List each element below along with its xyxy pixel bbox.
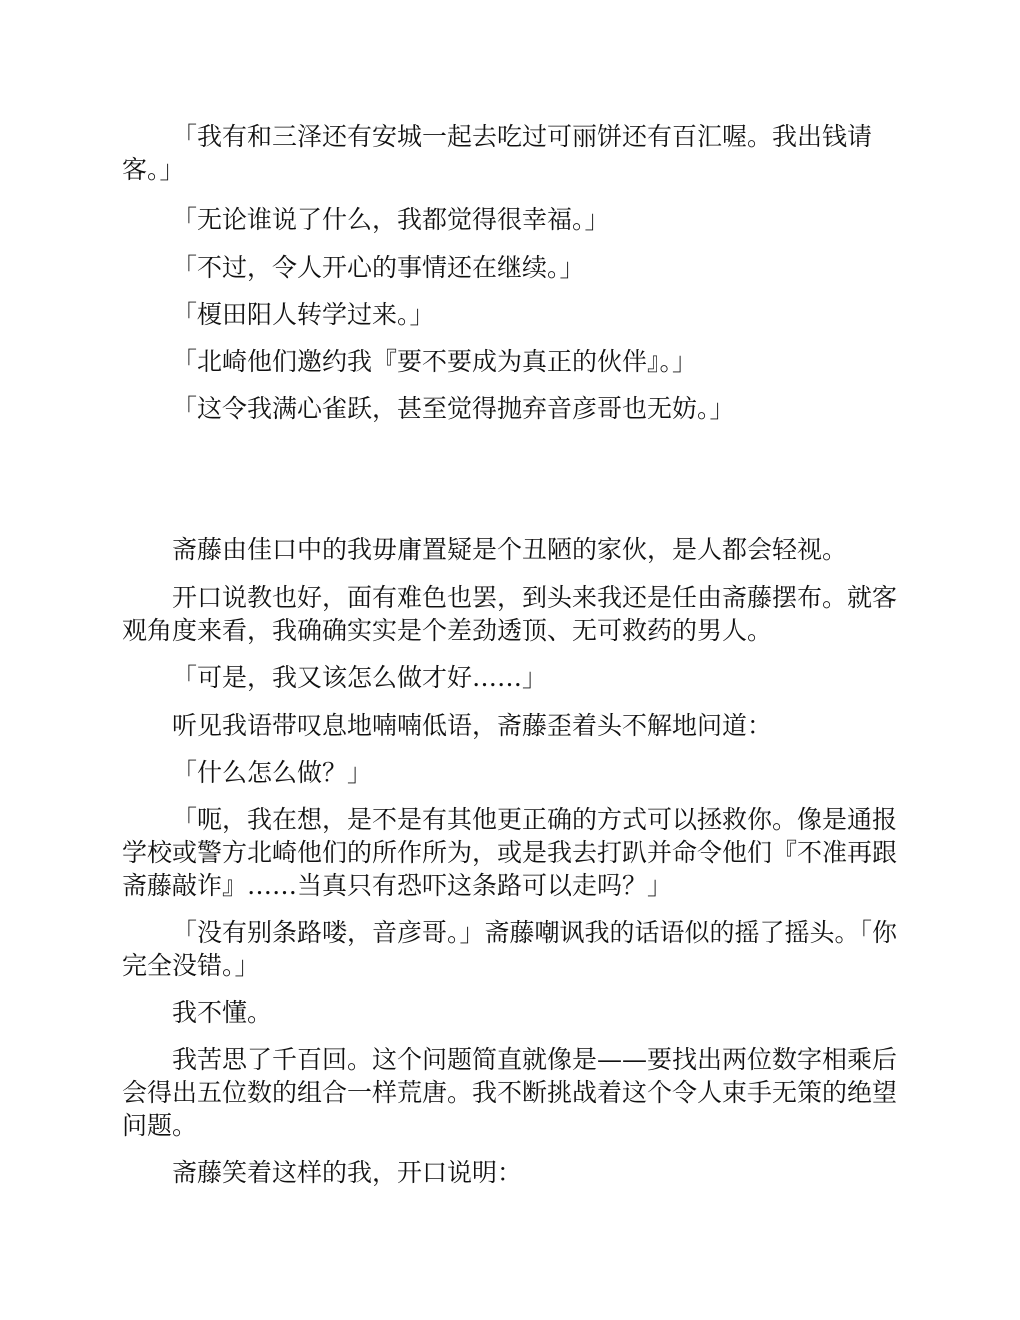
paragraph-9: 「可是，我又该怎么做才好……」 <box>172 663 548 692</box>
paragraph-15: 我苦思了千百回。这个问题简直就像是——要找出两位数字相乘后会得出五位数的组合一样荒唐。我不断挑战着这个令人束手无策的绝望问题。 <box>122 1045 898 1140</box>
paragraph-5: 「北崎他们邀约我『要不要成为真正的伙伴』。」 <box>172 347 698 376</box>
paragraph-12: 「呃，我在想，是不是有其他更正确的方式可以拯救你。像是通报学校或警方北崎他们的所作所为，或是我去打趴并命令他们『不准再跟斋藤敲诈』……当真只有恐吓这条路可以走吗？」 <box>122 805 898 900</box>
paragraph-1: 「我有和三泽还有安城一起去吃过可丽饼还有百汇喔。我出钱请客。」 <box>122 122 873 184</box>
paragraph-4: 「榎田阳人转学过来。」 <box>172 300 435 329</box>
paragraph-16: 斋藤笑着这样的我，开口说明： <box>172 1158 523 1187</box>
paragraph-7: 斋藤由佳口中的我毋庸置疑是个丑陋的家伙，是人都会轻视。 <box>172 535 848 564</box>
paragraph-6: 「这令我满心雀跃，甚至觉得抛弃音彦哥也无妨。」 <box>172 394 735 423</box>
paragraph-2: 「无论谁说了什么，我都觉得很幸福。」 <box>172 205 610 234</box>
paragraph-8: 开口说教也好，面有难色也罢，到头来我还是任由斋藤摆布。就客观角度来看，我确确实实是个差劲透顶、无可救药的男人。 <box>122 583 898 645</box>
paragraph-11: 「什么怎么做？」 <box>172 758 373 787</box>
paragraph-13: 「没有别条路喽，音彦哥。」斋藤嘲讽我的话语似的摇了摇头。「你完全没错。」 <box>122 918 898 980</box>
paragraph-3: 「不过，令人开心的事情还在继续。」 <box>172 253 585 282</box>
paragraph-10: 听见我语带叹息地喃喃低语，斋藤歪着头不解地问道： <box>172 711 773 740</box>
paragraph-14: 我不懂。 <box>172 998 273 1027</box>
